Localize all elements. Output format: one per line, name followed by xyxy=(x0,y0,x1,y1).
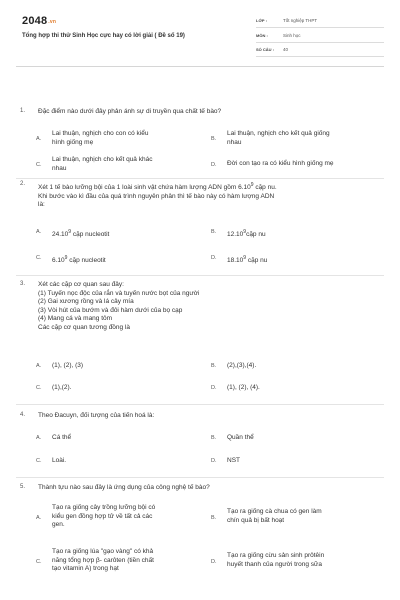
option-text: Tạo ra giống lúa "gạo vàng" có khả năng tổng hợp β- carôten (tiền chất tạo vitamin A) trong hạt xyxy=(52,548,154,572)
meta-value: Tốt nghiệp THPT xyxy=(283,18,318,23)
option-label: B. xyxy=(211,435,217,441)
option-label: B. xyxy=(211,136,217,142)
option-label: A. xyxy=(36,435,42,441)
option-text: 18.10$^9$ cặp nu xyxy=(227,255,268,264)
option-text: 6.10$^9$ cặp nucleotit xyxy=(52,255,106,264)
option-label: D. xyxy=(211,458,217,464)
option-label: A. xyxy=(36,515,42,521)
option-3c[interactable] xyxy=(36,384,196,404)
meta-label: MÔN : xyxy=(256,33,268,38)
meta-row-count xyxy=(256,43,384,57)
question-text: Theo Đacuyn, đối tượng của tiến hoá là: xyxy=(38,412,155,419)
option-label: B. xyxy=(211,229,217,235)
option-text: (2),(3),(4). xyxy=(227,362,257,369)
option-5c[interactable] xyxy=(36,548,201,582)
option-2b[interactable] xyxy=(211,228,381,248)
option-text: (1), (2), (3) xyxy=(52,362,84,369)
option-text: 24.10$^9$ cặp nucleotit xyxy=(52,229,110,238)
option-label: C. xyxy=(36,458,42,464)
option-text: Lai thuận, nghịch cho con có kiểu hình giống mẹ xyxy=(52,130,149,146)
question-number: 4. xyxy=(20,412,26,418)
option-5a[interactable] xyxy=(36,504,201,538)
option-label: C. xyxy=(36,385,42,391)
question-number: 1. xyxy=(20,108,26,114)
question-text: Thành tựu nào sau đây là ứng dụng của công nghệ tế bào? xyxy=(38,484,210,491)
site-logo[interactable] xyxy=(22,15,56,27)
question-number: 3. xyxy=(20,281,26,287)
option-text: (1), (2), (4). xyxy=(227,384,260,391)
option-text: Tạo ra giống cừu sản sinh prôtêin huyết thanh của người trong sữa xyxy=(227,552,325,568)
option-label: B. xyxy=(211,363,217,369)
option-text: Đời con tạo ra có kiểu hình giống mẹ xyxy=(227,160,334,167)
question-number: 2. xyxy=(20,181,26,187)
option-5b[interactable] xyxy=(211,504,381,538)
option-text: NST xyxy=(227,457,240,464)
meta-label: SỐ CÂU : xyxy=(256,47,274,52)
option-text: Tạo ra giống cây trồng lưỡng bội có kiểu gen đồng hợp tử về tất cả các gen. xyxy=(52,504,156,528)
question-text: Xét 1 tế bào lưỡng bội của 1 loài sinh vật chứa hàm lượng ADN gồm 6.10$^9$ cặp nu. Khi bước vào kì đầu của quá trình nguyên phân thì tế bào này có hàm lượng ADN là: xyxy=(38,182,277,208)
option-3d[interactable] xyxy=(211,384,381,404)
option-label: A. xyxy=(36,363,42,369)
option-label: C. xyxy=(36,162,42,168)
option-text: Quần thể xyxy=(227,434,254,441)
option-label: D. xyxy=(211,385,217,391)
option-3a[interactable] xyxy=(36,362,196,382)
option-label: A. xyxy=(36,136,42,142)
option-text: Lai thuận, nghịch cho kết quả giống nhau xyxy=(227,130,330,146)
exam-title: Tổng hợp thi thử Sinh Học cực hay có lời giải ( Đề số 19) xyxy=(22,33,185,39)
option-text: Cá thể xyxy=(52,434,72,441)
header-divider xyxy=(16,66,384,67)
question-text: Xét các cặp cơ quan sau đây: (1) Tuyến nọc độc của rắn và tuyến nước bọt của người (2) Gai xương rồng và lá cây mía (3) Vòi hút của bướm và đôi hàm dưới của bọ cạp (4) Mang cá và mang tôm Các cặp cơ quan tương đồng là xyxy=(38,281,200,331)
option-label: A. xyxy=(36,229,42,235)
question-divider xyxy=(16,404,384,405)
logo-main: 2048 xyxy=(22,15,48,27)
question-text: Đặc điểm nào dưới đây phản ánh sự di truyền qua chất tế bào? xyxy=(38,108,222,115)
option-text: Tạo ra giống cà chua có gen làm chín quả bị bất hoạt xyxy=(227,508,322,524)
option-2d[interactable] xyxy=(211,254,381,274)
option-4d[interactable] xyxy=(211,457,381,477)
option-text: Lai thuận, nghịch cho kết quả khác nhau xyxy=(52,156,153,172)
option-4c[interactable] xyxy=(36,457,196,477)
option-label: D. xyxy=(211,255,217,261)
option-label: C. xyxy=(36,255,42,261)
option-4b[interactable] xyxy=(211,434,381,454)
option-label: D. xyxy=(211,162,217,168)
option-label: D. xyxy=(211,559,217,565)
option-3b[interactable] xyxy=(211,362,381,382)
meta-value: 40 xyxy=(283,47,289,52)
question-divider xyxy=(16,275,384,276)
option-text: Loài. xyxy=(52,457,67,464)
option-label: B. xyxy=(211,515,217,521)
option-5d[interactable] xyxy=(211,548,381,582)
option-2c[interactable] xyxy=(36,254,196,274)
option-text: 12.10$^9$cặp nu xyxy=(227,229,266,238)
meta-value: Sinh học xyxy=(283,33,301,38)
option-label: C. xyxy=(36,559,42,565)
option-1c[interactable] xyxy=(36,156,196,176)
option-1a[interactable] xyxy=(36,130,196,150)
option-4a[interactable] xyxy=(36,434,196,454)
meta-row-subject xyxy=(256,29,384,43)
option-2a[interactable] xyxy=(36,228,196,248)
option-1d[interactable] xyxy=(211,156,381,176)
question-divider xyxy=(16,477,384,478)
option-1b[interactable] xyxy=(211,130,381,150)
logo-suffix: .vn xyxy=(48,19,57,25)
option-text: (1),(2). xyxy=(52,384,72,391)
exam-header xyxy=(0,0,400,68)
question-divider xyxy=(16,178,384,179)
meta-label: LỚP : xyxy=(256,18,267,23)
question-number: 5. xyxy=(20,484,26,490)
meta-row-class xyxy=(256,14,384,28)
